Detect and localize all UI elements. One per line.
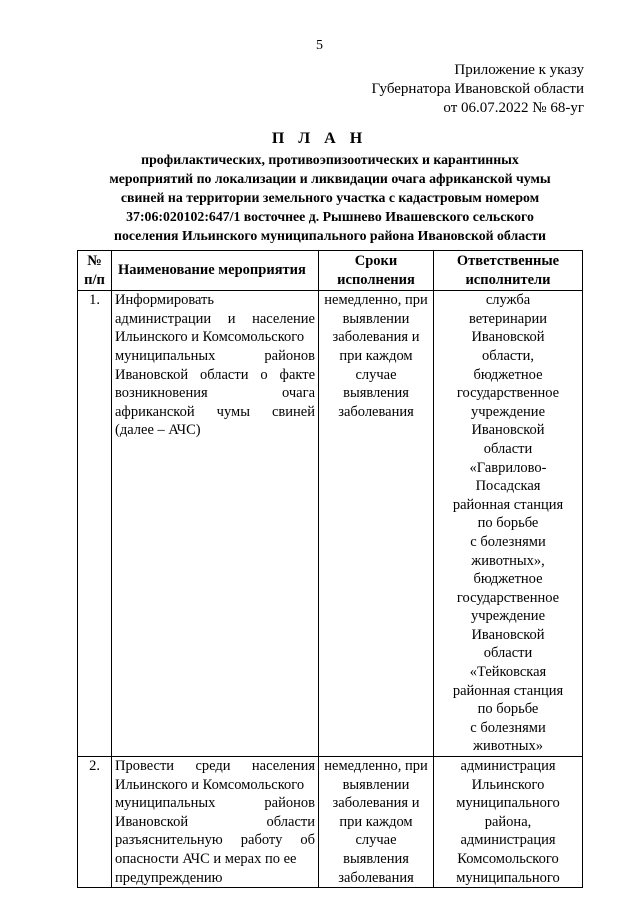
responsible-line: Посадская <box>475 478 541 495</box>
subtitle-line: свиней на территории земельного участка с кадастровым номером <box>120 190 540 205</box>
activity-line: возникновения очага <box>115 385 315 402</box>
activity-line: африканской чумы свиней <box>115 403 315 420</box>
deadline-line: выявлении <box>342 310 410 327</box>
plan-table <box>77 250 583 888</box>
row-number: 1. <box>78 291 112 757</box>
responsible-line: муниципального <box>456 869 560 886</box>
row-responsible <box>434 291 583 757</box>
deadline-line: заболевания и <box>332 329 420 346</box>
activity-line: Ивановской области о факте <box>115 366 315 383</box>
page-number: 5 <box>316 38 323 53</box>
activity-line: разъяснительную работу об <box>115 832 315 849</box>
activity-line: Ильинского и Комсомольского <box>115 329 305 346</box>
plan-subtitle <box>60 150 600 245</box>
responsible-line: района, <box>484 813 532 830</box>
header-num: № п/п <box>78 251 112 291</box>
activity-line: муниципальных районов <box>115 795 315 812</box>
activity-line: администрации и население <box>115 310 315 327</box>
header-responsible: Ответственные исполнители <box>434 251 583 291</box>
deadline-line: заболевания <box>338 403 414 420</box>
deadline-line: немедленно, при <box>324 758 428 775</box>
deadline-line: заболевания и <box>332 795 420 812</box>
responsible-line: государственное <box>456 589 560 606</box>
activity-line: Провести среди населения <box>115 758 315 775</box>
activity-line: Ивановской области <box>115 813 315 830</box>
responsible-line: учреждение <box>470 403 545 420</box>
row-activity <box>112 757 319 888</box>
subtitle-line: профилактических, противоэпизоотических и карантинных <box>141 152 519 167</box>
responsible-line: с болезнями <box>470 533 546 550</box>
responsible-line: по борьбе <box>477 701 539 718</box>
table-row <box>78 291 583 757</box>
row-number: 2. <box>78 757 112 888</box>
responsible-line: учреждение <box>470 608 545 625</box>
annex-line: Приложение к указу <box>454 62 584 78</box>
deadline-line: заболевания <box>338 869 414 886</box>
responsible-line: «Гаврилово- <box>469 459 547 476</box>
deadline-line: при каждом <box>339 347 413 364</box>
activity-line: Информировать <box>115 292 215 309</box>
deadline-line: выявления <box>343 851 409 867</box>
responsible-line: «Тейковская <box>469 664 547 681</box>
annex-line: Губернатора Ивановской области <box>371 81 584 97</box>
responsible-line: служба <box>485 292 531 309</box>
row-activity <box>112 291 319 757</box>
deadline-line: случае <box>355 366 397 383</box>
responsible-line: области <box>483 440 533 457</box>
responsible-line: по борьбе <box>477 515 539 532</box>
row-responsible <box>434 757 583 888</box>
responsible-line: ветеринарии <box>469 310 547 327</box>
activity-line: опасности АЧС и мерах по ее <box>115 851 297 867</box>
responsible-line: области, <box>481 347 535 364</box>
responsible-line: Ивановской <box>471 329 545 346</box>
responsible-line: Ильинского <box>471 776 545 793</box>
responsible-line: бюджетное <box>473 571 543 588</box>
responsible-line: районная станция <box>452 682 564 699</box>
activity-line: Ильинского и Комсомольского <box>115 776 305 793</box>
responsible-line: бюджетное <box>473 366 543 383</box>
header-name: Наименование мероприятия <box>112 251 319 291</box>
subtitle-line: поселения Ильинского муниципального района Ивановской области <box>114 228 546 243</box>
deadline-line: выявления <box>343 385 409 402</box>
responsible-line: области <box>483 645 533 662</box>
activity-line: предупреждению <box>115 869 223 886</box>
responsible-line: с болезнями <box>470 719 546 736</box>
deadline-line: выявлении <box>342 776 410 793</box>
responsible-line: государственное <box>456 385 560 402</box>
responsible-line: Ивановской <box>471 422 545 439</box>
responsible-line: районная станция <box>452 496 564 513</box>
responsible-line: муниципального <box>456 795 560 812</box>
table-row <box>78 757 583 888</box>
responsible-line: администрация <box>460 758 556 775</box>
activity-line: муниципальных районов <box>115 347 315 364</box>
deadline-line: при каждом <box>339 813 413 830</box>
row-deadline <box>319 291 434 757</box>
annex-line: от 06.07.2022 № 68-уг <box>443 100 584 116</box>
header-deadline: Сроки исполнения <box>319 251 434 291</box>
table-header-row <box>78 251 583 291</box>
activity-line: (далее – АЧС) <box>115 422 201 439</box>
responsible-line: Ивановской <box>471 626 545 643</box>
subtitle-line: 37:06:020102:647/1 восточнее д. Рышнево Ивашевского сельского <box>126 209 534 224</box>
responsible-line: животных» <box>473 738 543 755</box>
plan-title: П Л А Н <box>271 130 368 147</box>
subtitle-line: мероприятий по локализации и ликвидации очага африканской чумы <box>109 171 551 186</box>
annex-block <box>371 61 584 118</box>
responsible-line: животных», <box>471 552 545 569</box>
deadline-line: случае <box>355 832 397 849</box>
responsible-line: Комсомольского <box>457 851 559 867</box>
deadline-line: немедленно, при <box>324 292 428 309</box>
row-deadline <box>319 757 434 888</box>
responsible-line: администрация <box>460 832 556 849</box>
